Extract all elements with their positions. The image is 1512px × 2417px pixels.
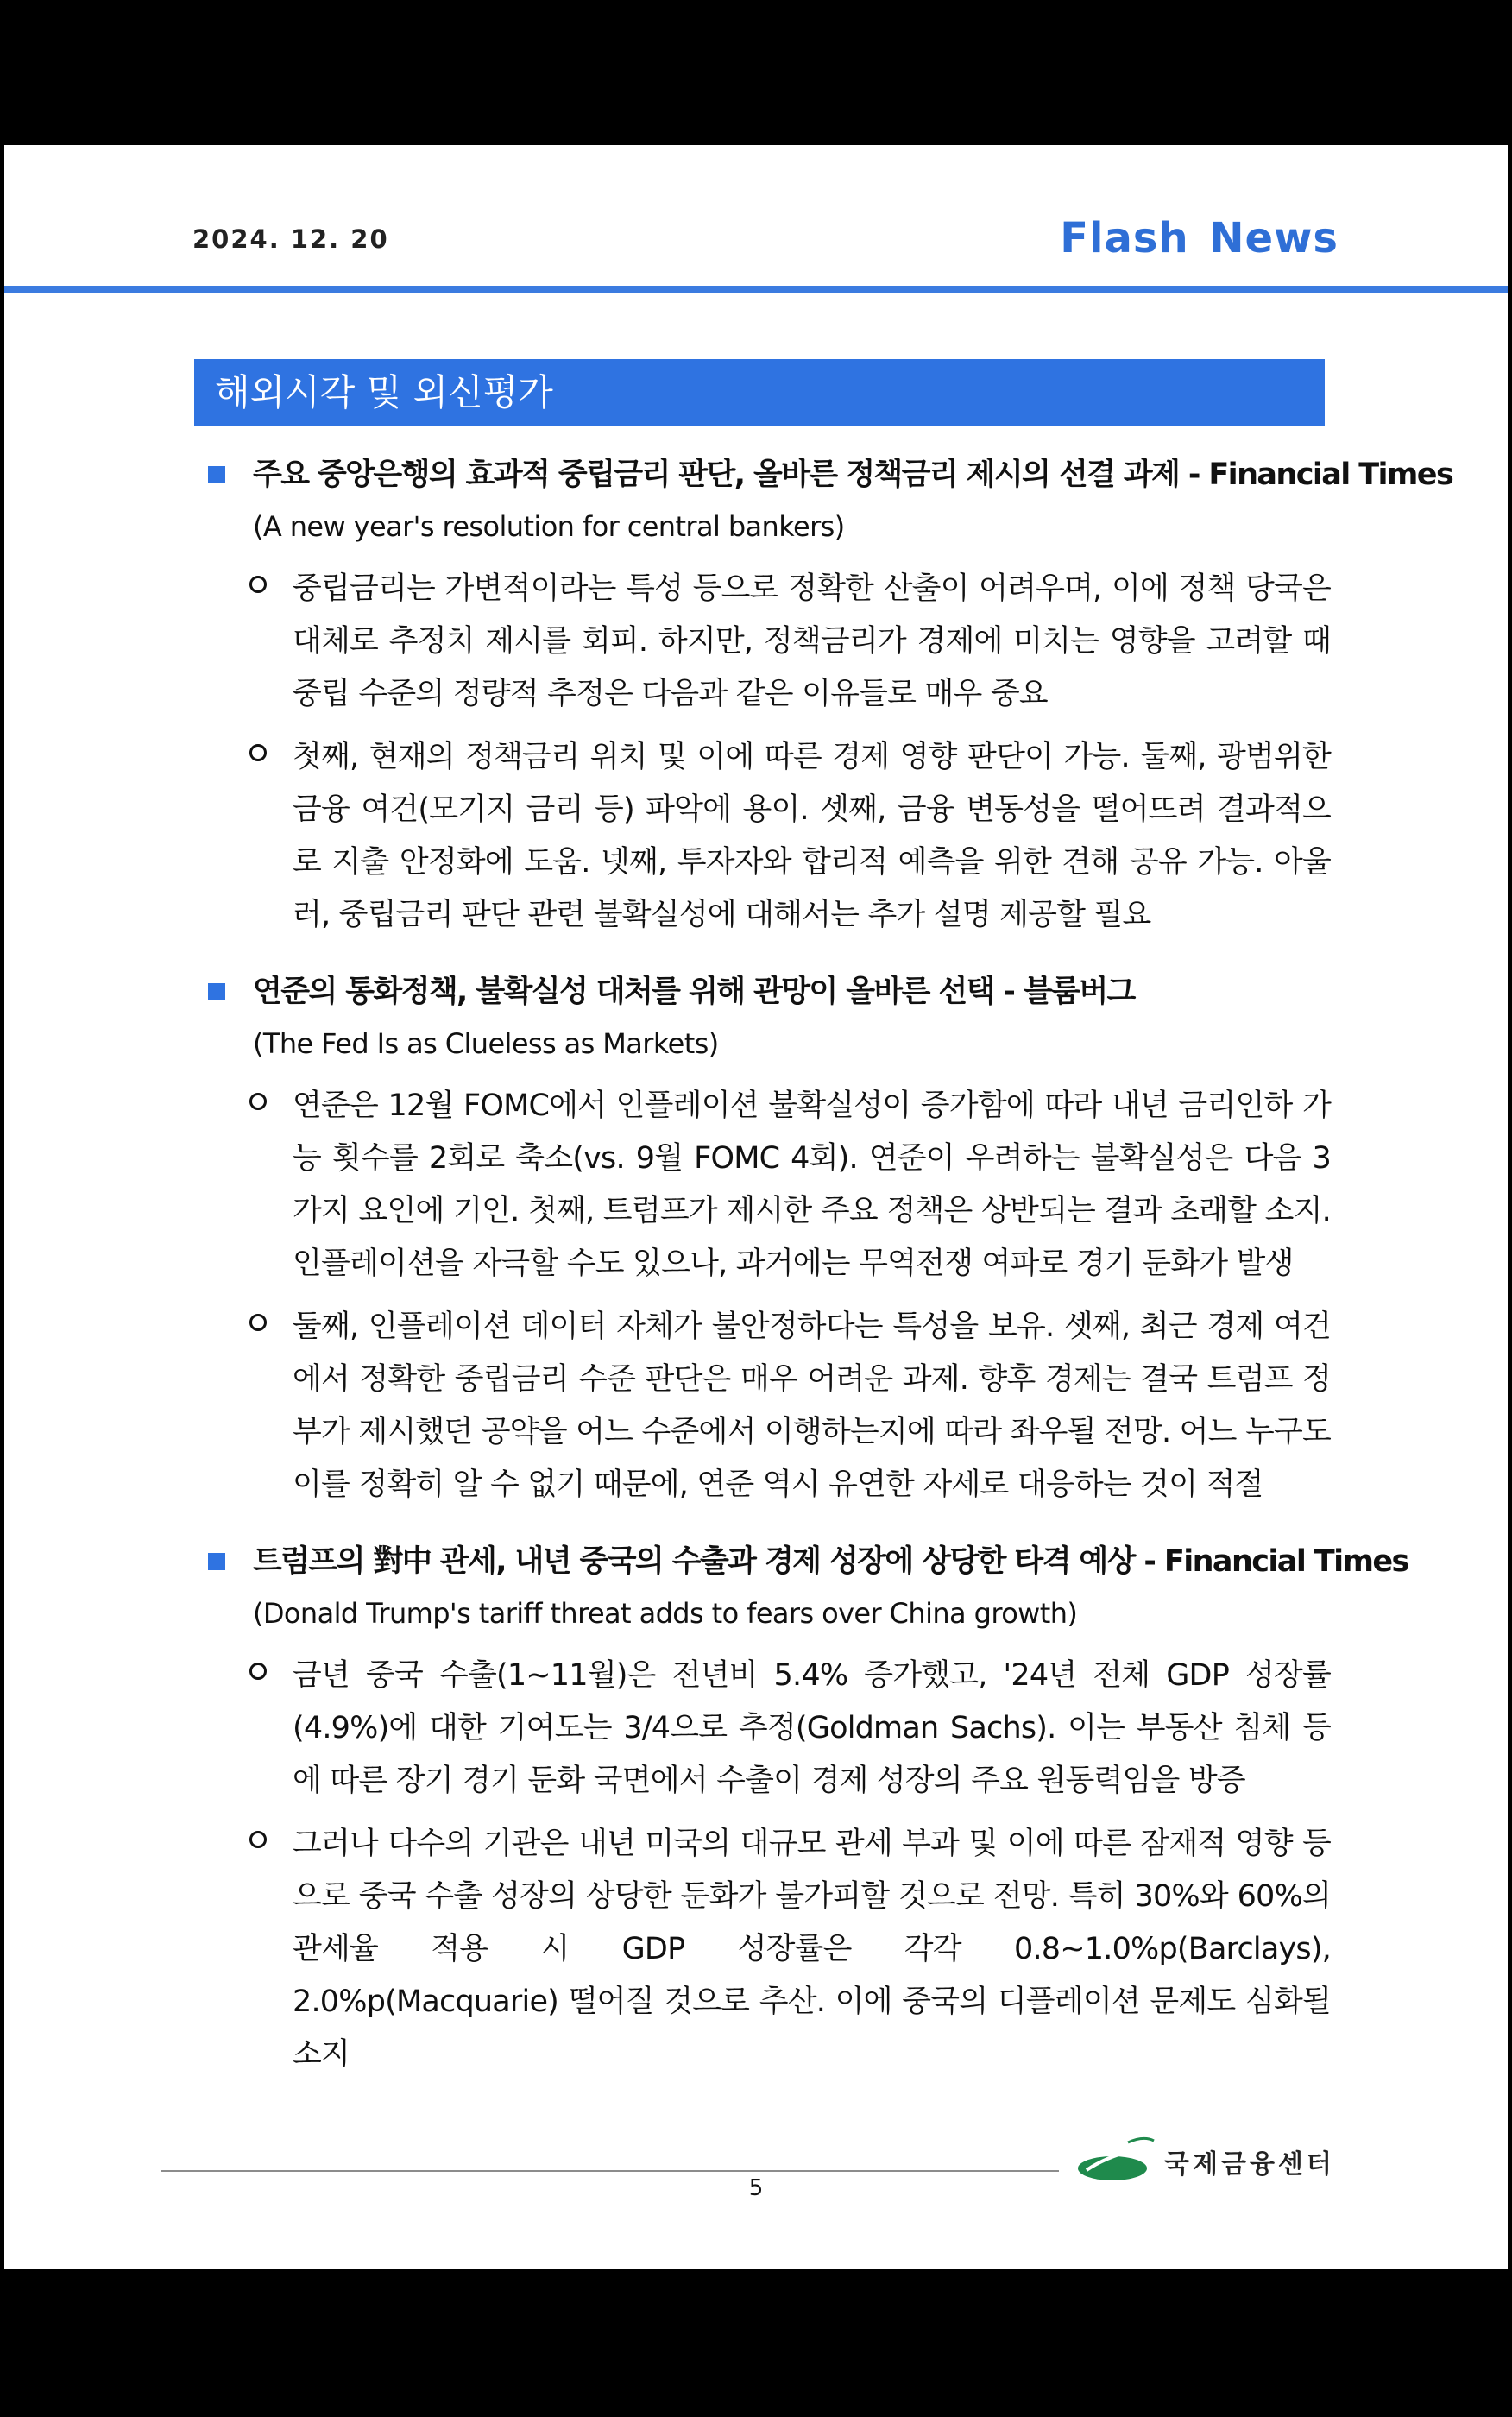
bullet-text: 둘째, 인플레이션 데이터 자체가 불안정하다는 특성을 보유. 셋째, 최근 경제 여건에서 정확한 중립금리 수준 판단은 매우 어려운 과제. 향후 경제는 결국 트럼프 정부가 제시했던 공약을 어느 수준에서 이행하는지에 따라 좌우될 전망. 어느 누구도 이를 정확히 알 수 없기 때문에, 연준 역시 유연한 자세로 대응하는 것이 적절 — [293, 1309, 1331, 1502]
bullet-paragraph — [205, 1650, 1331, 1808]
circle-bullet-icon — [249, 1831, 267, 1848]
document-page — [4, 145, 1508, 2269]
square-bullet-icon — [208, 466, 225, 483]
circle-bullet-icon — [249, 1663, 267, 1680]
footer-rule — [161, 2170, 1059, 2172]
article-subtitle: (Donald Trump's tariff threat adds to fears over China growth) — [253, 1597, 1078, 1630]
bullet-paragraph — [205, 1080, 1331, 1291]
article-title: 연준의 통화정책, 불확실성 대처를 위해 관망이 올바른 선택 - 블룸버그 — [253, 975, 1135, 1009]
circle-bullet-icon — [249, 1093, 267, 1110]
square-bullet-icon — [208, 1553, 225, 1570]
article-title: 트럼프의 對中 관세, 내년 중국의 수출과 경제 성장에 상당한 타격 예상 - Financial Times — [253, 1544, 1408, 1579]
bullet-paragraph — [205, 731, 1331, 942]
article — [205, 966, 1331, 1511]
square-bullet-icon — [208, 983, 225, 1000]
circle-bullet-icon — [249, 1314, 267, 1331]
bullet-paragraph — [205, 563, 1331, 721]
report-date: 2024. 12. 20 — [192, 224, 389, 254]
bullet-text: 그러나 다수의 기관은 내년 미국의 대규모 관세 부과 및 이에 따른 잠재적 영향 등으로 중국 수출 성장의 상당한 둔화가 불가피할 것으로 전망. 특히 30%와 60%의 관세율 적용 시 GDP 성장률은 각각 0.8~1.0%p(Barclays), 2.0%p(Macquarie) 떨어질 것으로 추산. 이에 중국의 디플레이션 문제도 심화될 소지 — [293, 1827, 1331, 2072]
org-name: 국제금융센터 — [1164, 2149, 1335, 2180]
bullet-text: 연준은 12월 FOMC에서 인플레이션 불확실성이 증가함에 따라 내년 금리인하 가능 횟수를 2회로 축소(vs. 9월 FOMC 4회). 연준이 우려하는 불확실성은 다음 3가지 요인에 기인. 첫째, 트럼프가 제시한 주요 정책은 상반되는 결과 초래할 소지. 인플레이션을 자극할 수도 있으나, 과거에는 무역전쟁 여파로 경기 둔화가 발생 — [293, 1089, 1331, 1281]
article-subtitle: (A new year's resolution for central bankers) — [253, 510, 845, 543]
article-heading — [205, 966, 1331, 1018]
header-rule — [4, 286, 1508, 293]
bullet-paragraph — [205, 1301, 1331, 1511]
page-number: 5 — [748, 2175, 764, 2201]
bullet-paragraph — [205, 1818, 1331, 2081]
article-heading — [205, 449, 1453, 501]
article-list — [205, 449, 1453, 2105]
article-heading — [205, 1536, 1408, 1587]
article — [205, 1536, 1408, 2081]
bullet-text: 첫째, 현재의 정책금리 위치 및 이에 따른 경제 영향 판단이 가능. 둘째, 광범위한 금융 여건(모기지 금리 등) 파악에 용이. 셋째, 금융 변동성을 떨어뜨려 결과적으로 지출 안정화에 도움. 넷째, 투자자와 합리적 예측을 위한 견해 공유 가능. 아울러, 중립금리 판단 관련 불확실성에 대해서는 추가 설명 제공할 필요 — [293, 740, 1331, 932]
article-title: 주요 중앙은행의 효과적 중립금리 판단, 올바른 정책금리 제시의 선결 과제 - Financial Times — [253, 458, 1453, 492]
article — [205, 449, 1453, 942]
circle-bullet-icon — [249, 744, 267, 761]
bullet-text: 중립금리는 가변적이라는 특성 등으로 정확한 산출이 어려우며, 이에 정책 당국은 대체로 추정치 제시를 회피. 하지만, 정책금리가 경제에 미치는 영향을 고려할 때 중립 수준의 정량적 추정은 다음과 같은 이유들로 매우 중요 — [293, 571, 1331, 711]
bullet-text: 금년 중국 수출(1~11월)은 전년비 5.4% 증가했고, '24년 전체 GDP 성장률(4.9%)에 대한 기여도는 3/4으로 추정(Goldman Sachs). 이는 부동산 침체 등에 따른 장기 경기 둔화 국면에서 수출이 경제 성장의 주요 원동력임을 방증 — [293, 1658, 1331, 1798]
circle-bullet-icon — [249, 576, 267, 593]
article-subtitle: (The Fed Is as Clueless as Markets) — [253, 1027, 719, 1060]
section-title: 해외시각 및 외신평가 — [194, 359, 1325, 426]
report-brand: Flash News — [1060, 214, 1339, 262]
